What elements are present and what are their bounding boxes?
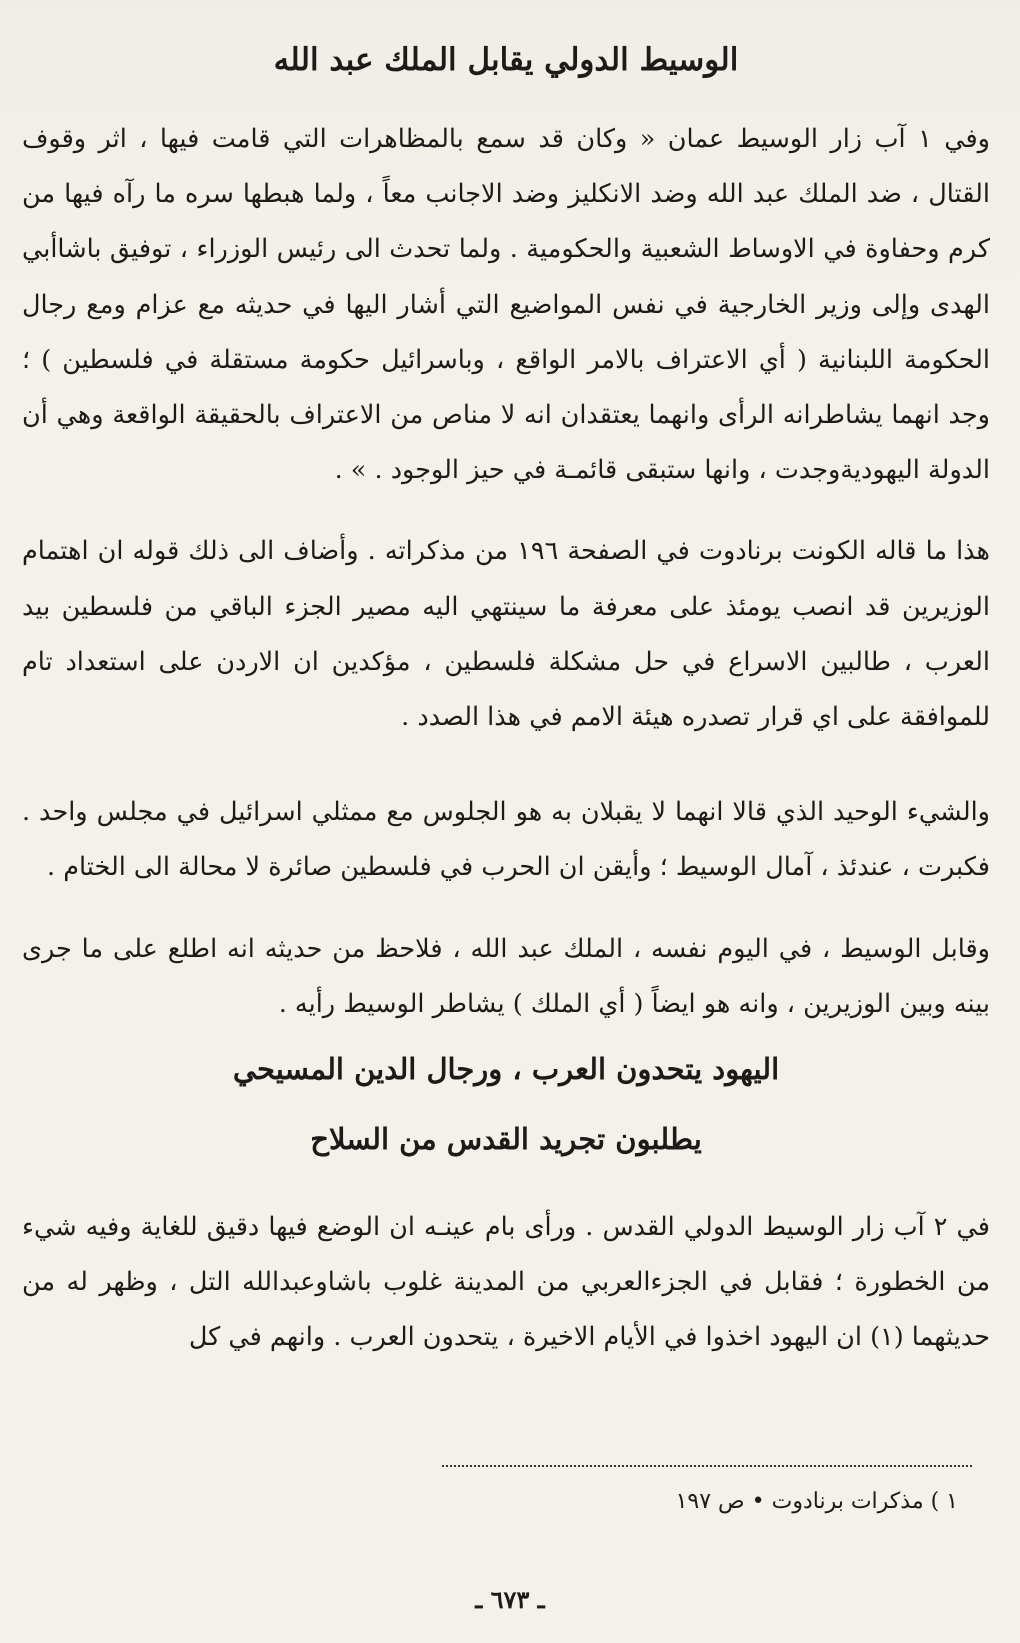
footnote-divider xyxy=(442,1465,972,1467)
paragraph-5: في ٢ آب زار الوسيط الدولي القدس . ورأى بام عينـه ان الوضع فيها دقيق للغاية وفيه شيء من الخطورة ؛ فقابل في الجزءالعربي من المدينة غلوب باشاوعبدالله التل ، وظهر له من حديثهما (١) ان اليهود اخذوا في الأيام الاخيرة ، يتحدون العرب . وانهم في كل xyxy=(22,1212,990,1353)
paragraph-1: وفي ١ آب زار الوسيط عمان « وكان قد سمع بالمظاهرات التي قامت فيها ، اثر وقوف القتال ، ضد الملك عبد الله وضد الانكليز وضد الاجانب معاً ، ولما هبطها سره ما رآه فيها من كرم وحفاوة في الاوساط الشعبية والحكومية . ولما تحدث الى رئيس الوزراء ، توفيق باشاأبي الهدى وإلى وزير الخارجية في نفس المواضيع التي أشار اليها في حديثه مع عزام ومع رجال الحكومة اللبنانية ( أي الاعتراف بالامر الواقع ، وباسرائيل حكومة مستقلة في فلسطين ) ؛ وجد انهما يشاطرانه الرأى وانهما يعتقدان انه لا مناص من الاعتراف بالحقيقة الواقعة وهي أن الدولة اليهوديةوجدت ، وانها ستبقى قائمـة في حيز الوجود . » . xyxy=(22,124,990,486)
page-number: ـ ٦٧٣ ـ xyxy=(475,1585,545,1614)
paragraph-4: وقابل الوسيط ، في اليوم نفسه ، الملك عبد الله ، فلاحظ من حديثه انه اطلع على ما جرى بينه وبين الوزيرين ، وانه هو ايضاً ( أي الملك ) يشاطر الوسيط رأيه . xyxy=(22,933,990,1019)
page-title: الوسيط الدولي يقابل الملك عبد الله xyxy=(273,42,739,78)
footnote: ١ ) مذكرات برنادوت • ص ١٩٧ xyxy=(675,1489,958,1514)
paragraph-3: والشيء الوحيد الذي قالا انهما لا يقبلان به هو الجلوس مع ممثلي اسرائيل في مجلس واحد . فكبرت ، عندئذ ، آمال الوسيط ؛ وأيقن ان الحرب في فلسطين صائرة لا محالة الى الختام . xyxy=(22,797,990,883)
section-subheading-2: يطلبون تجريد القدس من السلاح xyxy=(310,1122,702,1157)
section-subheading-1: اليهود يتحدون العرب ، ورجال الدين المسيحي xyxy=(232,1052,780,1087)
paragraph-2: هذا ما قاله الكونت برنادوت في الصفحة ١٩٦ من مذكراته . وأضاف الى ذلك قوله ان اهتمام الوزيرين قد انصب يومئذ على معرفة ما سينتهي اليه مصير الجزء الباقي من فلسطين بيد العرب ، طالبين الاسراع في حل مشكلة فلسطين ، مؤكدين ان الاردن على استعداد تام للموافقة على اي قرار تصدره هيئة الامم في هذا الصدد . xyxy=(22,536,990,733)
